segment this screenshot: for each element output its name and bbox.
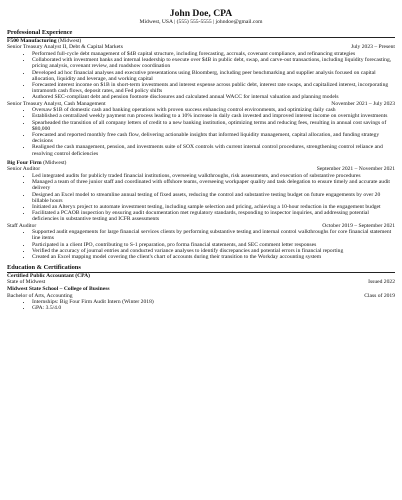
company-location: (Midwest)	[43, 159, 67, 166]
company-header	[7, 160, 395, 167]
school-name: Midwest State School – College of Business	[7, 286, 110, 293]
candidate-name: John Doe, CPA	[169, 8, 233, 19]
role-title: Senior Treasury Analyst II, Debt & Capital Markets	[7, 44, 123, 51]
company-location: (Midwest)	[57, 37, 82, 44]
bullet-item: • Oversaw $1B of domestic cash and banking operations with proven success enhancing control environments, and optimizing daily cash	[32, 107, 395, 113]
bullet-item: • Realigned the cash management, pension, and investments suite of SOX controls with current internal control procedures, strengthening control reliance and resolving control deficiencies	[32, 144, 395, 156]
bullet-item: • Supported audit engagements for large financial services clients by performing substantive testing and internal control walkthroughs for core financial statement line items	[32, 229, 395, 241]
company-name: Big Four Firm	[7, 159, 42, 166]
bullet-item: • Spearheaded the transition of all company letters of credit to a new banking institution, optimizing terms and reducing fees, resulting in annual cost savings of $80,000	[32, 120, 395, 132]
role-row	[7, 44, 395, 51]
experience-section-title: Professional Experience	[7, 29, 395, 38]
education-block	[7, 273, 395, 312]
bullet-item: • Designed an Excel model to streamline annual testing of fixed assets, reducing the control and substantive testing budget on future engagements by over 20 billable hours	[32, 192, 395, 204]
education-section-title: Education & Certifications	[7, 264, 395, 273]
role-bullets	[7, 51, 395, 101]
bullet-item: • Established a centralized weekly payment run process leading to a 10% increase in daily cash invested and improved interest income on overnight investments	[32, 113, 395, 119]
role-bullets	[7, 229, 395, 260]
bullet-item: • Led integrated audits for publicly traded financial institutions, overseeing walkthroughs, risk assessments, and execution of substantive procedures	[32, 173, 395, 179]
education-bullet: • GPA: 3.5/4.0	[32, 305, 395, 311]
bullet-item: • Participated in a client IPO, contributing to S-1 preparation, pro forma financial statements, and SEC comment letter responses	[32, 242, 395, 248]
role-title: Senior Treasury Analyst, Cash Management	[7, 100, 106, 107]
bullet-item: • Facilitated a PCAOB inspection by ensuring audit documentation met regulatory standards, responding to inspector inquiries, and addressing potential deficiencies in substantive testing and ICFR assessments	[32, 210, 395, 222]
degree: Bachelor of Arts, Accounting	[7, 292, 73, 299]
company-name: F500 Manufacturing	[7, 37, 57, 44]
bullet-item: • Performed full-cycle debt management of $4B capital structure, including forecasting, accruals, covenant compliance, and refinancing strategies	[32, 51, 395, 57]
contact-line: Midwest, USA | (555) 555-5555 | johndoe@gmail.com	[139, 19, 263, 25]
role-dates: September 2021 – November 2021	[316, 166, 395, 173]
role-row	[7, 166, 395, 173]
bullet-item: • Initiated an Alteryx project to automate investment testing, including sample selection and pricing, achieving a 10-hour reduction in the engagement budget	[32, 204, 395, 210]
bullet-item: • Developed ad hoc financial analyses and executive presentations using Bloomberg, including peer benchmarking and supplier analysis focused on capital allocation, liquidity and leverage, and working capital	[32, 70, 395, 82]
certification-location: State of Midwest	[7, 279, 46, 286]
education-bullets	[7, 299, 395, 311]
bullet-item: • Managed a team of three junior staff and coordinated with offshore teams, overseeing workpaper quality and task delegation to ensure timely and accurate audit delivery	[32, 179, 395, 191]
experience-list	[7, 38, 395, 260]
bullet-item: • Forecasted interest income on $1B in short-term investments and interest expense across public debt, interest rate swaps, and capitalized interest, incorporating intramonth cash flows, deposit rates, and Fed policy shifts	[32, 82, 395, 94]
bullet-item: • Verified the accuracy of journal entries and conducted variance analyses to identify discrepancies and potential errors in financial reporting	[32, 248, 395, 254]
role-title: Staff Auditor	[7, 222, 37, 229]
role-bullets	[7, 107, 395, 157]
bullet-item: • Authored SEC-compliant debt and pension footnote disclosures and calculated annual WACC for internal valuation and planning models	[32, 94, 395, 100]
role-dates: July 2023 – Present	[351, 44, 395, 51]
bullet-item: • Created an Excel mapping model covering the client's chart of accounts during their transition to the Workday accounting system	[32, 254, 395, 260]
role-dates: November 2021 – July 2023	[331, 100, 395, 107]
certification-row	[7, 279, 395, 286]
certification-name: Certified Public Accountant (CPA)	[7, 272, 91, 279]
education-bullet: • Internships: Big Four Firm Audit Intern (Winter 2018)	[32, 299, 395, 305]
bullet-item: • Collaborated with investment banks and internal leadership to execute over $4B in public debt, swap, and carve-out transactions, including liquidity forecasting, pricing analysis, covenant review, and roadshow coordination	[32, 57, 395, 69]
company-header	[7, 38, 395, 45]
role-title: Senior Auditor	[7, 166, 41, 173]
role-bullets	[7, 173, 395, 223]
graduation-date: Class of 2019	[364, 292, 395, 299]
bullet-item: • Forecasted and reported monthly free cash flow, delivering actionable insights that informed liquidity management, capital allocation, and funding strategy decisions	[32, 132, 395, 144]
certification-date: Issued 2022	[368, 279, 395, 286]
role-dates: October 2019 – September 2021	[322, 222, 395, 229]
